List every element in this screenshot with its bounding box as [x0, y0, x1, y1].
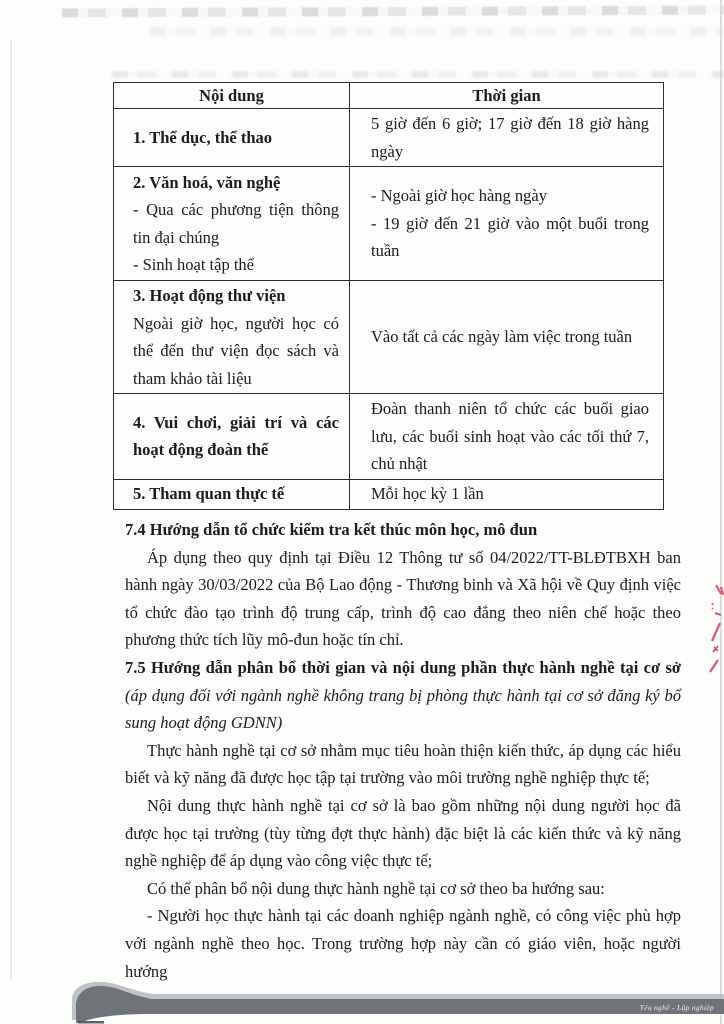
section-7-5-paragraph-4: - Người học thực hành tại các doanh nghiệp ngành nghề, có công việc phù hợp với ngành nghề theo học. Trong trường hợp này cần có giáo viên, hoặc người hướng [125, 906, 681, 981]
table-header-thoi-gian: Thời gian [350, 83, 664, 109]
section-7-4-heading: 7.4 Hướng dẫn tổ chức kiểm tra kết thúc môn học, mô đun [125, 520, 538, 539]
row5-time-cell [350, 479, 664, 509]
row3-activity-title: 3. Hoạt động thư viện [133, 286, 286, 305]
row3-activity-body: Ngoài giờ học, người học có thể đến thư viện đọc sách và tham khảo tài liệu [133, 313, 339, 388]
row2-time-cell [350, 167, 664, 281]
row1-time-text: 5 giờ đến 6 giờ; 17 giờ đến 18 giờ hàng ngày [371, 114, 649, 161]
footer-swoosh-dark [76, 986, 724, 1023]
section-7-5-paragraph-3: Có thể phân bổ nội dung thực hành nghề tại cơ sở theo ba hướng sau: [147, 878, 605, 898]
table-row [114, 109, 664, 167]
section-7-5-paragraph-2: Nội dung thực hành nghề tại cơ sở là bao gồm những nội dung người học đã được học tại trường (tùy từng đợt thực hành) đặc biệt là các kiến thức và kỹ năng nghề nghiệp để áp dụng vào công việc thực tế; [125, 795, 681, 871]
document-body-text [125, 516, 681, 985]
footer-swoosh-graphic [0, 980, 724, 1024]
row5-time-text: Mỗi học kỳ 1 lần [371, 484, 484, 503]
table-header-row [114, 83, 664, 109]
page-edge-line-left [10, 40, 12, 980]
red-pen-marks [698, 575, 724, 685]
row2-activity-item: - Qua các phương tiện thông tin đại chúng [133, 200, 339, 247]
row2-time-item: - 19 giờ đến 21 giờ vào một buổi trong tuần [371, 213, 649, 261]
schedule-table [113, 82, 664, 510]
row2-time-item: - Ngoài giờ học hàng ngày [371, 186, 547, 206]
section-7-5-paragraph-1: Thực hành nghề tại cơ sở nhằm mục tiêu hoàn thiện kiến thức, áp dụng các hiểu biết và kỹ năng đã được học tập tại trường vào môi trường nghề nghiệp thực tế; [125, 740, 681, 788]
footer-slogan: Yêu nghề - Lập nghiệp [639, 1003, 714, 1012]
row1-activity-cell [114, 109, 350, 167]
row4-activity-cell [114, 394, 350, 480]
scan-streak-middle [150, 27, 724, 36]
row3-time-cell [350, 281, 664, 394]
section-7-5-heading-bold: 7.5 Hướng dẫn phân bổ thời gian và nội dung phần thực hành nghề tại cơ sở [125, 657, 681, 677]
section-7-4-paragraph: Áp dụng theo quy định tại Điều 12 Thông tư số 04/2022/TT-BLĐTBXH ban hành ngày 30/03/2022 của Bộ Lao động - Thương binh và Xã hội về Quy định việc tổ chức đào tạo trình độ trung cấp, trình độ cao đẳng theo niên chế hoặc theo phương thức tích lũy mô-đun hoặc tín chỉ. [125, 547, 681, 650]
row4-time-cell [350, 394, 664, 480]
row4-time-text: Đoàn thanh niên tổ chức các buổi giao lưu, các buổi sinh hoạt vào các tối thứ 7, chủ nhật [371, 399, 649, 473]
row3-activity-cell [114, 281, 350, 394]
section-7-5-heading [125, 654, 681, 737]
table-row [114, 167, 664, 281]
row5-activity-cell [114, 479, 350, 509]
row1-time-cell [350, 109, 664, 167]
table-row [114, 394, 664, 480]
row2-activity-item: - Sinh hoạt tập thể [133, 255, 254, 274]
row2-activity-title: 2. Văn hoá, văn nghệ [133, 172, 281, 192]
page-edge-line-right [720, 0, 722, 1024]
scan-streak-above-table [112, 71, 724, 78]
table-header-noi-dung: Nội dung [114, 83, 350, 109]
section-7-5-heading-italic: (áp dụng đối với ngành nghề không trang bị phòng thực hành tại cơ sở đăng ký bổ sung hoạt động GDNN) [125, 685, 681, 733]
row4-activity-title: 4. Vui chơi, giải trí và các hoạt động đoàn thể [133, 412, 339, 460]
table-row [114, 479, 664, 509]
scan-streak-top [62, 6, 724, 18]
row1-activity-title: 1. Thể dục, thể thao [133, 127, 273, 147]
row3-time-text: Vào tất cả các ngày làm việc trong tuần [371, 327, 633, 347]
row5-activity-title: 5. Tham quan thực tế [133, 484, 285, 503]
row2-activity-cell [114, 167, 350, 281]
table-row [114, 281, 664, 394]
